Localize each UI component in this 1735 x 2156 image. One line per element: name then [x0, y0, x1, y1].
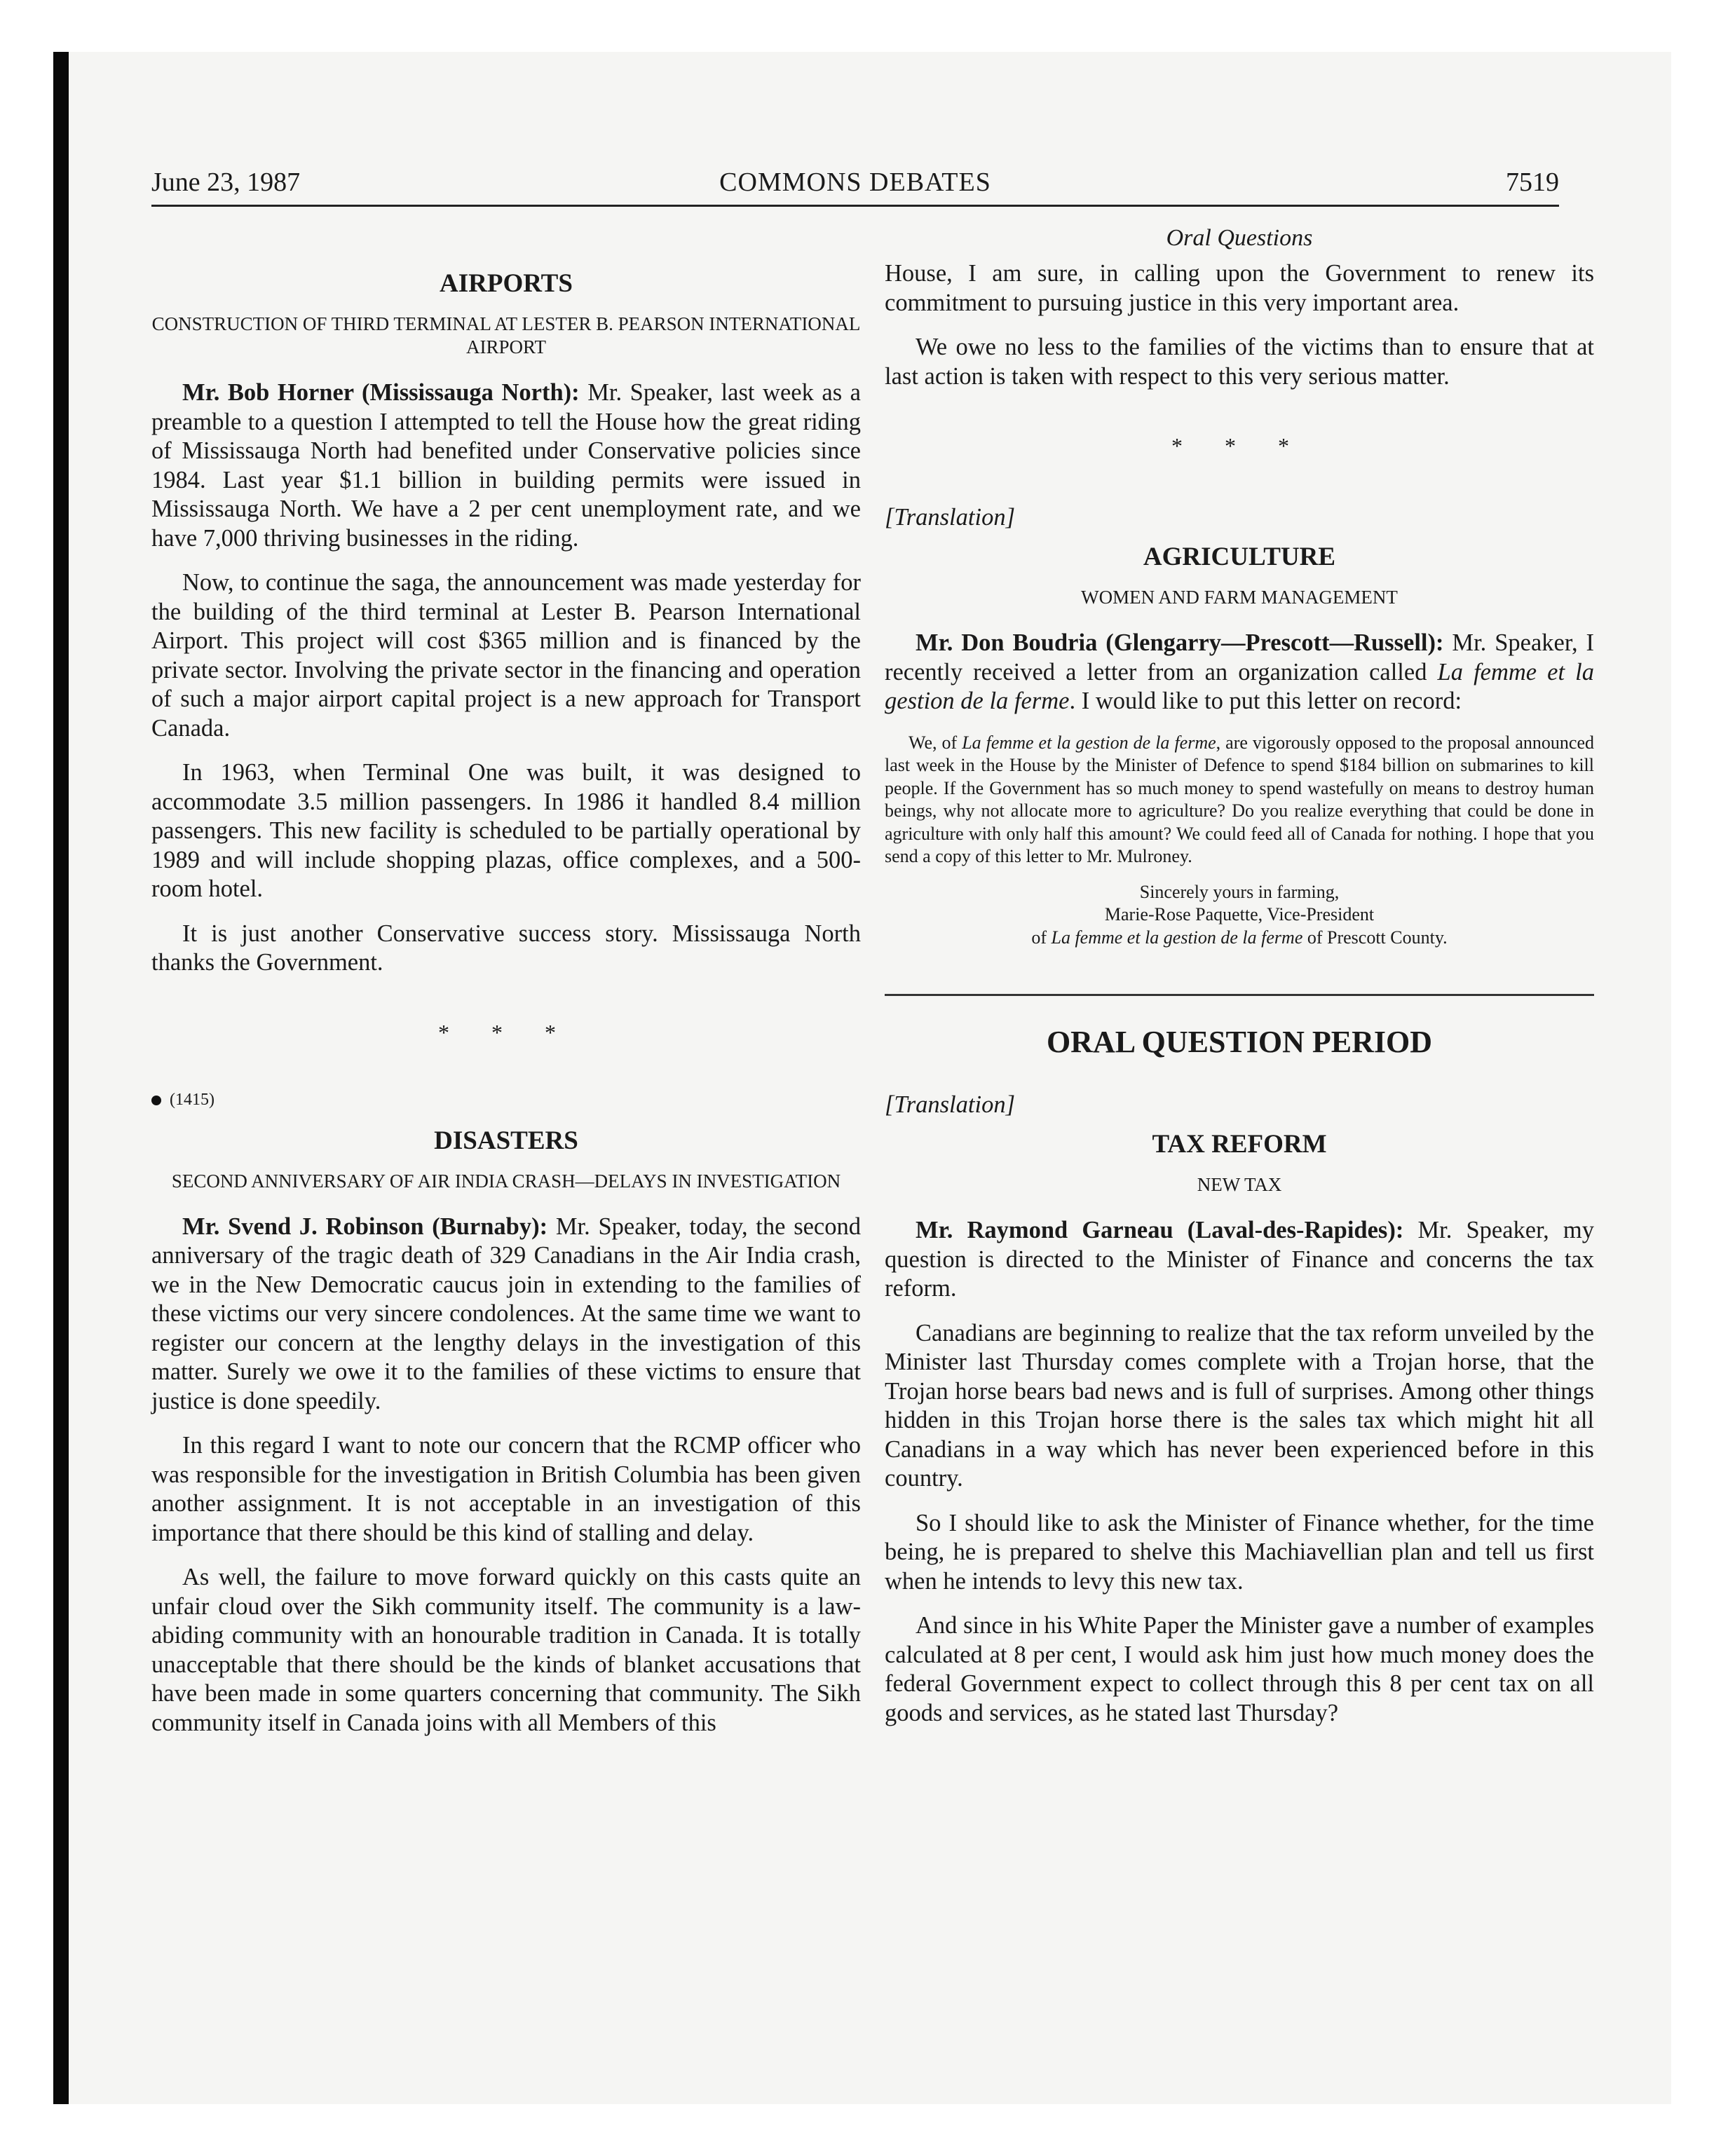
header-title: COMMONS DEBATES: [719, 168, 991, 197]
paragraph: Mr. Raymond Garneau (Laval-des-Rapides): Mr. Speaker, my question is directed to the Minister of Finance and concerns the tax reform.: [885, 1217, 1594, 1302]
quoted-letter: We, of La femme et la gestion de la ferme, are vigorously opposed to the proposal announced last week in the House by the Minister of Defence to spend $184 billion on submarines to kill people. If the Government has so much money to spend wastefully on means to destroy human beings, why not allocate more to agriculture? Do you realize everything that could be done in agriculture with only half this amount? We could feed all of Canada for nothing. I hope that you send a copy of this letter to Mr. Mulroney.: [885, 732, 1594, 866]
section-separator: * * *: [438, 1019, 574, 1045]
time-marker: (1415): [151, 1091, 861, 1110]
letter-signature: Sincerely yours in farming,: [1139, 881, 1340, 902]
letter-signature: Marie-Rose Paquette, Vice-President: [1104, 904, 1375, 925]
paragraph: Mr. Svend J. Robinson (Burnaby): Mr. Speaker, today, the second anniversary of the tragic death of 329 Canadians in the Air India crash, we in the New Democratic caucus join in extending to the families of these victims our very sincere condolences. At the same time we want to register our concern at the lengthy delays in the investigation of this matter. Surely we owe it to the families of these victims to ensure that justice is done speedily.: [151, 1213, 861, 1414]
left-column: [151, 224, 861, 1753]
subsection-title: NEW TAX: [1197, 1174, 1282, 1195]
speaker-name: Mr. Svend J. Robinson (Burnaby):: [182, 1213, 548, 1240]
paragraph: Now, to continue the saga, the announcement was made yesterday for the building of the third terminal at Lester B. Pearson International Airport. This project will cost $365 million and is financed by the private sector. Involving the private sector in the financing and operation of such a major airport capital project is a new approach for Transport Canada.: [151, 569, 861, 742]
paragraph: Canadians are beginning to realize that the tax reform unveiled by the Minister last Thursday comes complete with a Trojan horse, that the Trojan horse bears bad news and is full of surprises. Among other things hidden in this Trojan horse there is the sales tax which might hit all Canadians in a way which has never been experienced before in this country.: [885, 1319, 1594, 1492]
divider: [885, 994, 1594, 996]
paragraph: It is just another Conservative success story. Mississauga North thanks the Government.: [151, 920, 861, 976]
section-title-disasters: DISASTERS: [434, 1126, 578, 1155]
subsection-title: SECOND ANNIVERSARY OF AIR INDIA CRASH—DELAYS IN INVESTIGATION: [171, 1170, 841, 1192]
paragraph: We owe no less to the families of the victims than to ensure that at last action is taken with respect to this very serious matter.: [885, 334, 1594, 390]
page-header: [151, 167, 1559, 207]
paragraph: And since in his White Paper the Minister gave a number of examples calculated at 8 per cent, I would ask him just how much money does the federal Government expect to collect through this 8 per cent tax on all goods and services, as he stated last Thursday?: [885, 1612, 1594, 1726]
paragraph: House, I am sure, in calling upon the Government to renew its commitment to pursuing justice in this very important area.: [885, 260, 1594, 316]
oral-question-period-title: ORAL QUESTION PERIOD: [1046, 1025, 1433, 1059]
translation-note: [Translation]: [885, 1091, 1015, 1118]
speaker-name: Mr. Raymond Garneau (Laval-des-Rapides):: [916, 1217, 1404, 1243]
paragraph: As well, the failure to move forward quickly on this casts quite an unfair cloud over the Sikh community itself. The community is a law-abiding community with an honourable tradition in Canada. It is totally unacceptable that there should be the kinds of blanket accusations that have been made in some quarters concerning that community. The Sikh community itself in Canada joins with all Members of this: [151, 1564, 861, 1736]
section-title-airports: AIRPORTS: [440, 269, 573, 298]
bullet-icon: [151, 1096, 161, 1105]
page-number: 7519: [1506, 168, 1559, 197]
speaker-name: Mr. Bob Horner (Mississauga North):: [182, 379, 580, 406]
paragraph: In 1963, when Terminal One was built, it was designed to accommodate 3.5 million passengers. In 1986 it handled 8.4 million passengers. This new facility is scheduled to be partially operational by 1989 and will include shopping plazas, office complexes, and a 500-room hotel.: [151, 759, 861, 902]
paragraph: In this regard I want to note our concern that the RCMP officer who was responsible for the investigation in British Columbia has been given another assignment. It is not acceptable in an investigation of this importance that there should be this kind of stalling and delay.: [151, 1432, 861, 1546]
subsection-title: WOMEN AND FARM MANAGEMENT: [1081, 587, 1398, 608]
paragraph: Mr. Don Boudria (Glengarry—Prescott—Russell): Mr. Speaker, I recently received a letter from an organization called La femme et la gestion de la ferme. I would like to put this letter on record:: [885, 629, 1595, 714]
paragraph: Mr. Bob Horner (Mississauga North): Mr. Speaker, last week as a preamble to a question I attempted to tell the House how the great riding of Mississauga North had benefited under Conservative policies since 1984. Last year $1.1 billion in building permits were issued in Mississauga North. We have a 2 per cent unemployment rate, and we have 7,000 thriving businesses in the riding.: [151, 379, 861, 552]
letter-signature: of La femme et la gestion de la ferme of Prescott County.: [1031, 927, 1448, 948]
right-column: [885, 224, 1594, 1743]
translation-note: [Translation]: [885, 504, 1015, 531]
binding-edge: [53, 52, 69, 2104]
section-title-agriculture: AGRICULTURE: [1143, 543, 1336, 571]
subsection-title: CONSTRUCTION OF THIRD TERMINAL AT LESTER B. PEARSON INTERNATIONAL AIRPORT: [151, 313, 861, 357]
section-title-tax-reform: TAX REFORM: [1152, 1130, 1327, 1159]
paragraph: So I should like to ask the Minister of Finance whether, for the time being, he is prepared to shelve this Machiavellian plan and tell us first when he intends to levy this new tax.: [885, 1509, 1594, 1595]
section-separator: * * *: [1171, 433, 1307, 458]
speaker-name: Mr. Don Boudria (Glengarry—Prescott—Russell):: [916, 629, 1444, 656]
header-date: June 23, 1987: [151, 168, 301, 197]
running-head: Oral Questions: [1166, 225, 1313, 251]
